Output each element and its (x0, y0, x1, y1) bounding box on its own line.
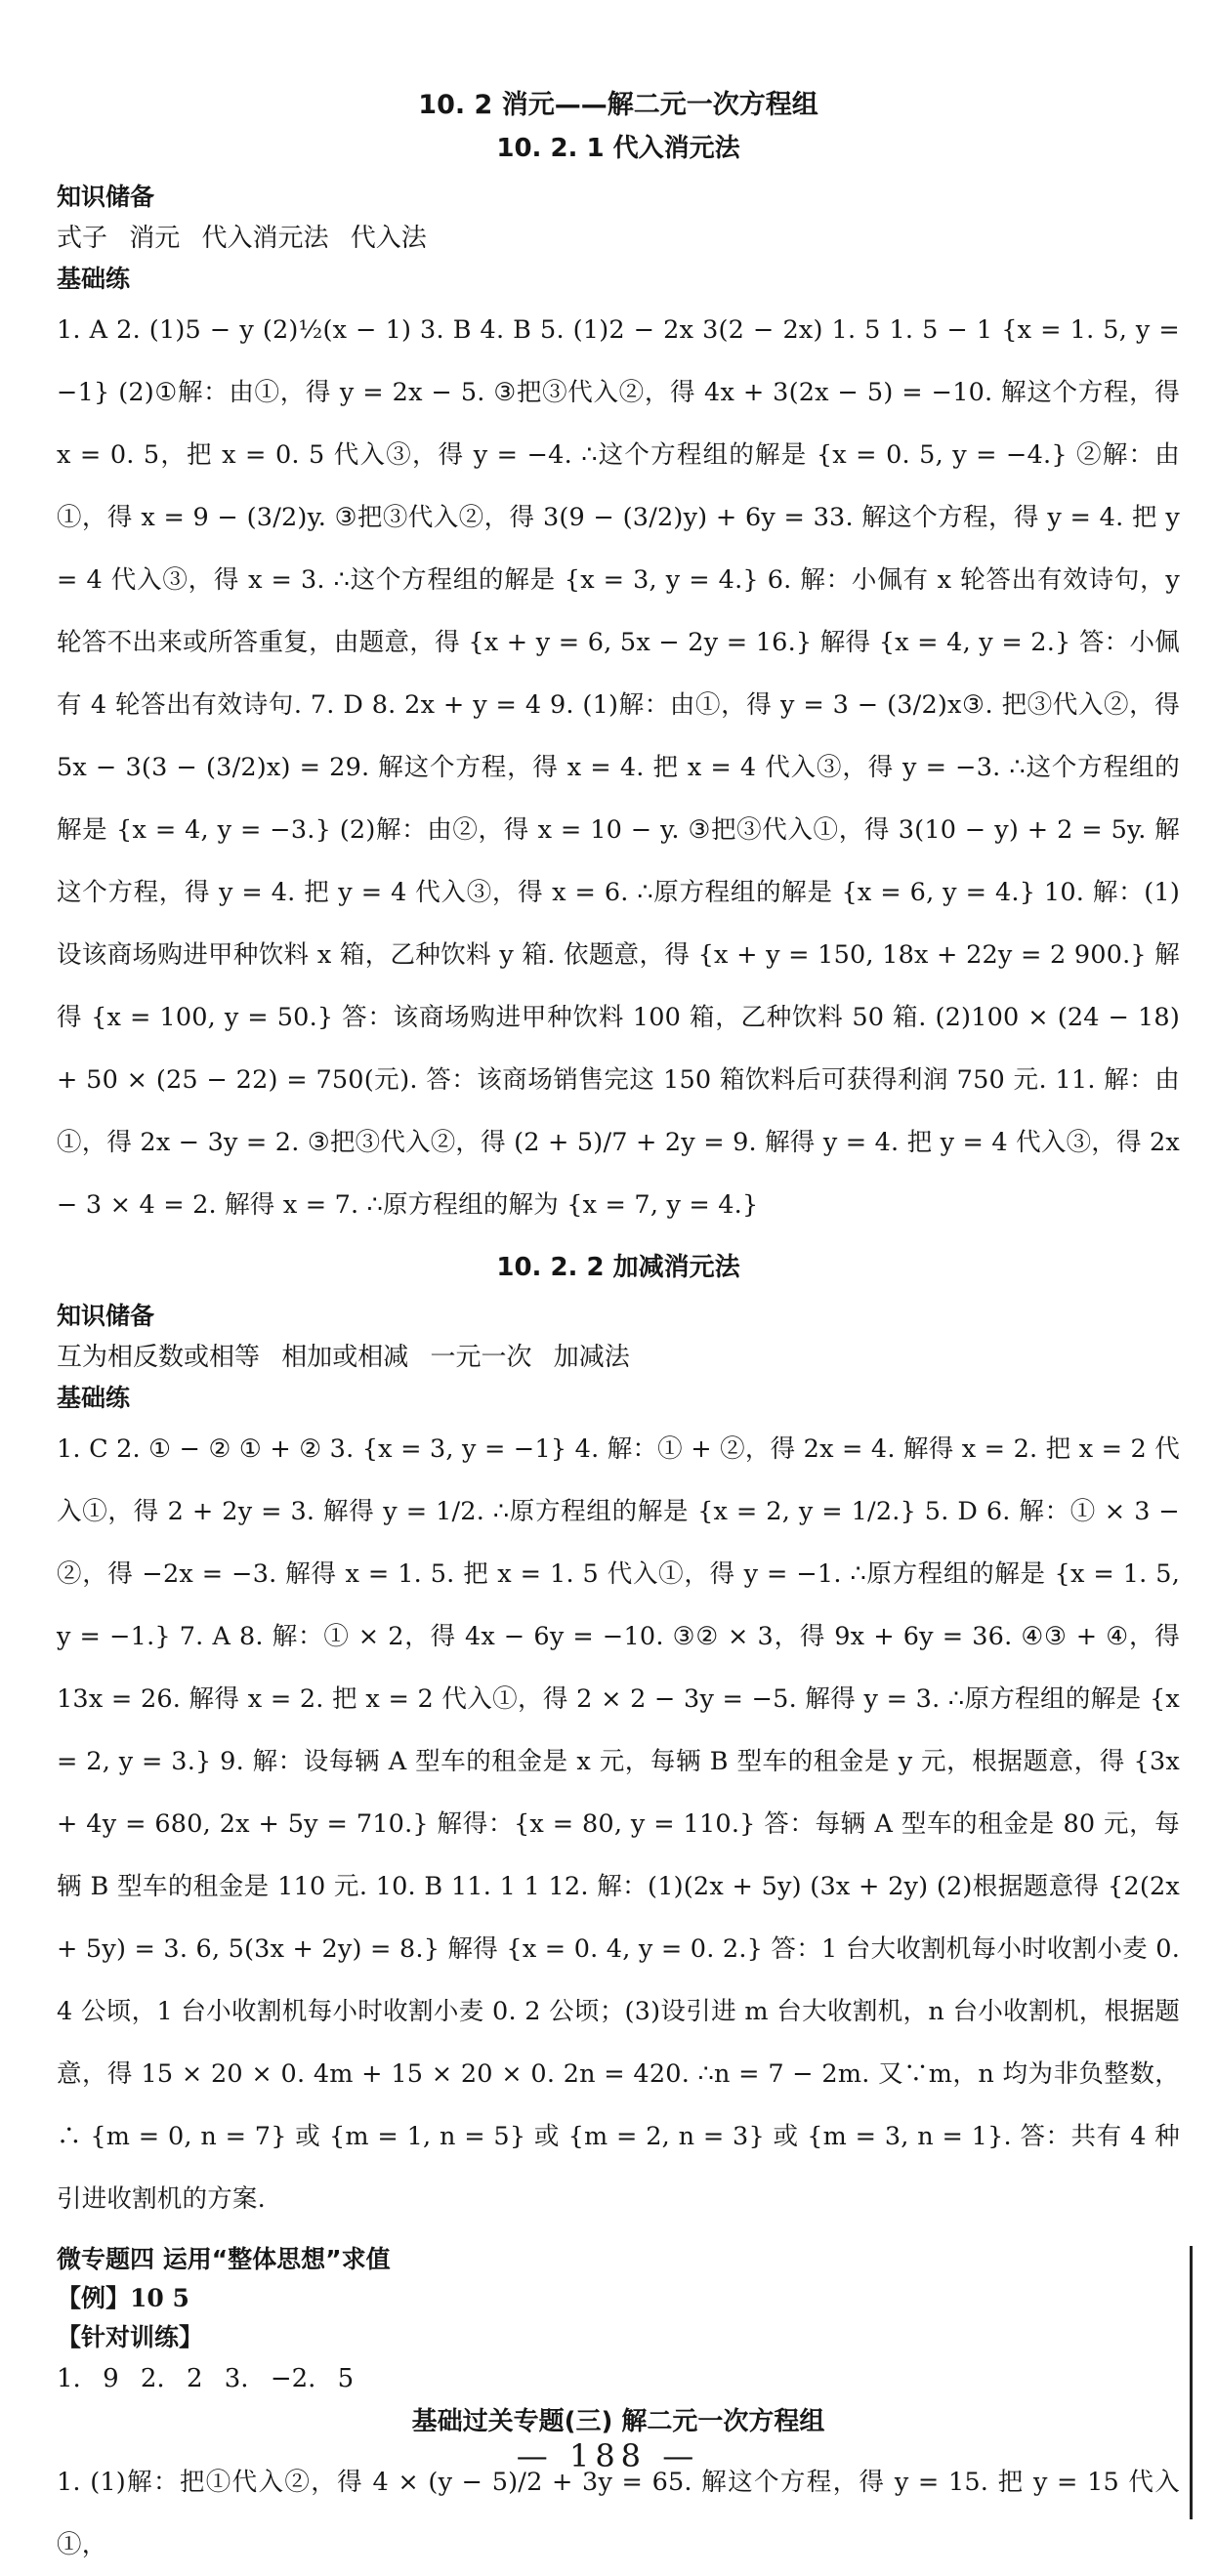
binding-edge-line (1190, 2246, 1193, 2519)
page-number: — 188 — (516, 2437, 700, 2474)
practice-heading: 基础练 (57, 265, 131, 293)
section-title: 10. 2 消元——解二元一次方程组 (418, 90, 818, 120)
practice-heading: 基础练 (57, 1384, 131, 1412)
knowledge-keywords: 互为相反数或相等 相加或相减 一元一次 加减法 (57, 1343, 630, 1372)
subsection-title: 10. 2. 2 加减消元法 (496, 1253, 740, 1282)
example-answer: 【例】10 5 (57, 2284, 189, 2312)
section-title: 基础过关专题(三) 解二元一次方程组 (411, 2407, 825, 2436)
answer-paragraph: 1. A 2. (1)5 − y (2)½(x − 1) 3. B 4. B 5. (1)2 − 2x 3(2 − 2x) 1. 5 1. 5 − 1 {x = 1. 5, y = −1} (2)①解：由①，得 y = 2x − 5. ③把③代入②，得 4x + 3(2x − 5) = −10. 解这个方程，得 x = 0. 5，把 x = 0. 5 代入③，得 y = −4. ∴这个方程组的解是 {x = 0. 5, y = −4.} ②解：由①，得 x = 9 − (3/2)y. ③把③代入②，得 3(9 − (3/2)y) + 6y = 33. 解这个方程，得 y = 4. 把 y = 4 代入③，得 x = 3. ∴这个方程组的解是 {x = 3, y = 4.} 6. 解：小佩有 x 轮答出有效诗句，y 轮答不出来或所答重复，由题意，得 {x + y = 6, 5x − 2y = 16.} 解得 {x = 4, y = 2.} 答：小佩有 4 轮答出有效诗句. 7. D 8. 2x + y = 4 9. (1)解：由①，得 y = 3 − (3/2)x③. 把③代入②，得 5x − 3(3 − (3/2)x) = 29. 解这个方程，得 x = 4. 把 x = 4 代入③，得 y = −3. ∴这个方程组的解是 {x = 4, y = −3.} (2)解：由②，得 x = 10 − y. ③把③代入①，得 3(10 − y) + 2 = 5y. 解这个方程，得 y = 4. 把 y = 4 代入③，得 x = 6. ∴原方程组的解是 {x = 6, y = 4.} 10. 解：(1)设该商场购进甲种饮料 x 箱，乙种饮料 y 箱. 依题意，得 {x + y = 150, 18x + 22y = 2 900.} 解得 {x = 100, y = 50.} 答：该商场购进甲种饮料 100 箱，乙种饮料 50 箱. (2)100 × (24 − 18) + 50 × (25 − 22) = 750(元). 答：该商场销售完这 150 箱饮料后可获得利润 750 元. 11. 解：由①，得 2x − 3y = 2. ③把③代入②，得 (2 + 5)/7 + 2y = 9. 解得 y = 4. 把 y = 4 代入③，得 2x − 3 × 4 = 2. 解得 x = 7. ∴原方程组的解为 {x = 7, y = 4.} (57, 315, 1180, 1220)
page-content (57, 84, 1180, 2576)
knowledge-heading: 知识储备 (57, 1302, 155, 1330)
answer-paragraph: 1. (1)解：把①代入②，得 4 × (y − 5)/2 + 3y = 65. 解这个方程，得 y = 15. 把 y = 15 代入①， (57, 2468, 1180, 2559)
subsection-title: 10. 2. 1 代入消元法 (496, 134, 740, 163)
knowledge-keywords: 式子 消元 代入消元法 代入法 (57, 224, 427, 253)
special-topic-heading: 微专题四 运用“整体思想”求值 (57, 2245, 391, 2273)
training-label: 【针对训练】 (57, 2323, 204, 2351)
training-answers: 1. 9 2. 2 3. −2. 5 (57, 2364, 355, 2393)
answer-paragraph: 1. C 2. ① − ② ① + ② 3. {x = 3, y = −1} 4. 解：① + ②，得 2x = 4. 解得 x = 2. 把 x = 2 代入①，得 2 + 2y = 3. 解得 y = 1/2. ∴原方程组的解是 {x = 2, y = 1/2.} 5. D 6. 解：① × 3 − ②，得 −2x = −3. 解得 x = 1. 5. 把 x = 1. 5 代入①，得 y = −1. ∴原方程组的解是 {x = 1. 5, y = −1.} 7. A 8. 解：① × 2，得 4x − 6y = −10. ③② × 3，得 9x + 6y = 36. ④③ + ④，得 13x = 26. 解得 x = 2. 把 x = 2 代入①，得 2 × 2 − 3y = −5. 解得 y = 3. ∴原方程组的解是 {x = 2, y = 3.} 9. 解：设每辆 A 型车的租金是 x 元，每辆 B 型车的租金是 y 元，根据题意，得 {3x + 4y = 680, 2x + 5y = 710.} 解得：{x = 80, y = 110.} 答：每辆 A 型车的租金是 80 元，每辆 B 型车的租金是 110 元. 10. B 11. 1 1 12. 解：(1)(2x + 5y) (3x + 2y) (2)根据题意得 {2(2x + 5y) = 3. 6, 5(3x + 2y) = 8.} 解得 {x = 0. 4, y = 0. 2.} 答：1 台大收割机每小时收割小麦 0. 4 公顷，1 台小收割机每小时收割小麦 0. 2 公顷；(3)设引进 m 台大收割机，n 台小收割机，根据题意，得 15 × 20 × 0. 4m + 15 × 20 × 0. 2n = 420. ∴n = 7 − 2m. 又∵m，n 均为非负整数，∴ {m = 0, n = 7} 或 {m = 1, n = 5} 或 {m = 2, n = 3} 或 {m = 3, n = 1}. 答：共有 4 种引进收割机的方案. (57, 1434, 1180, 2214)
knowledge-heading: 知识储备 (57, 183, 155, 211)
